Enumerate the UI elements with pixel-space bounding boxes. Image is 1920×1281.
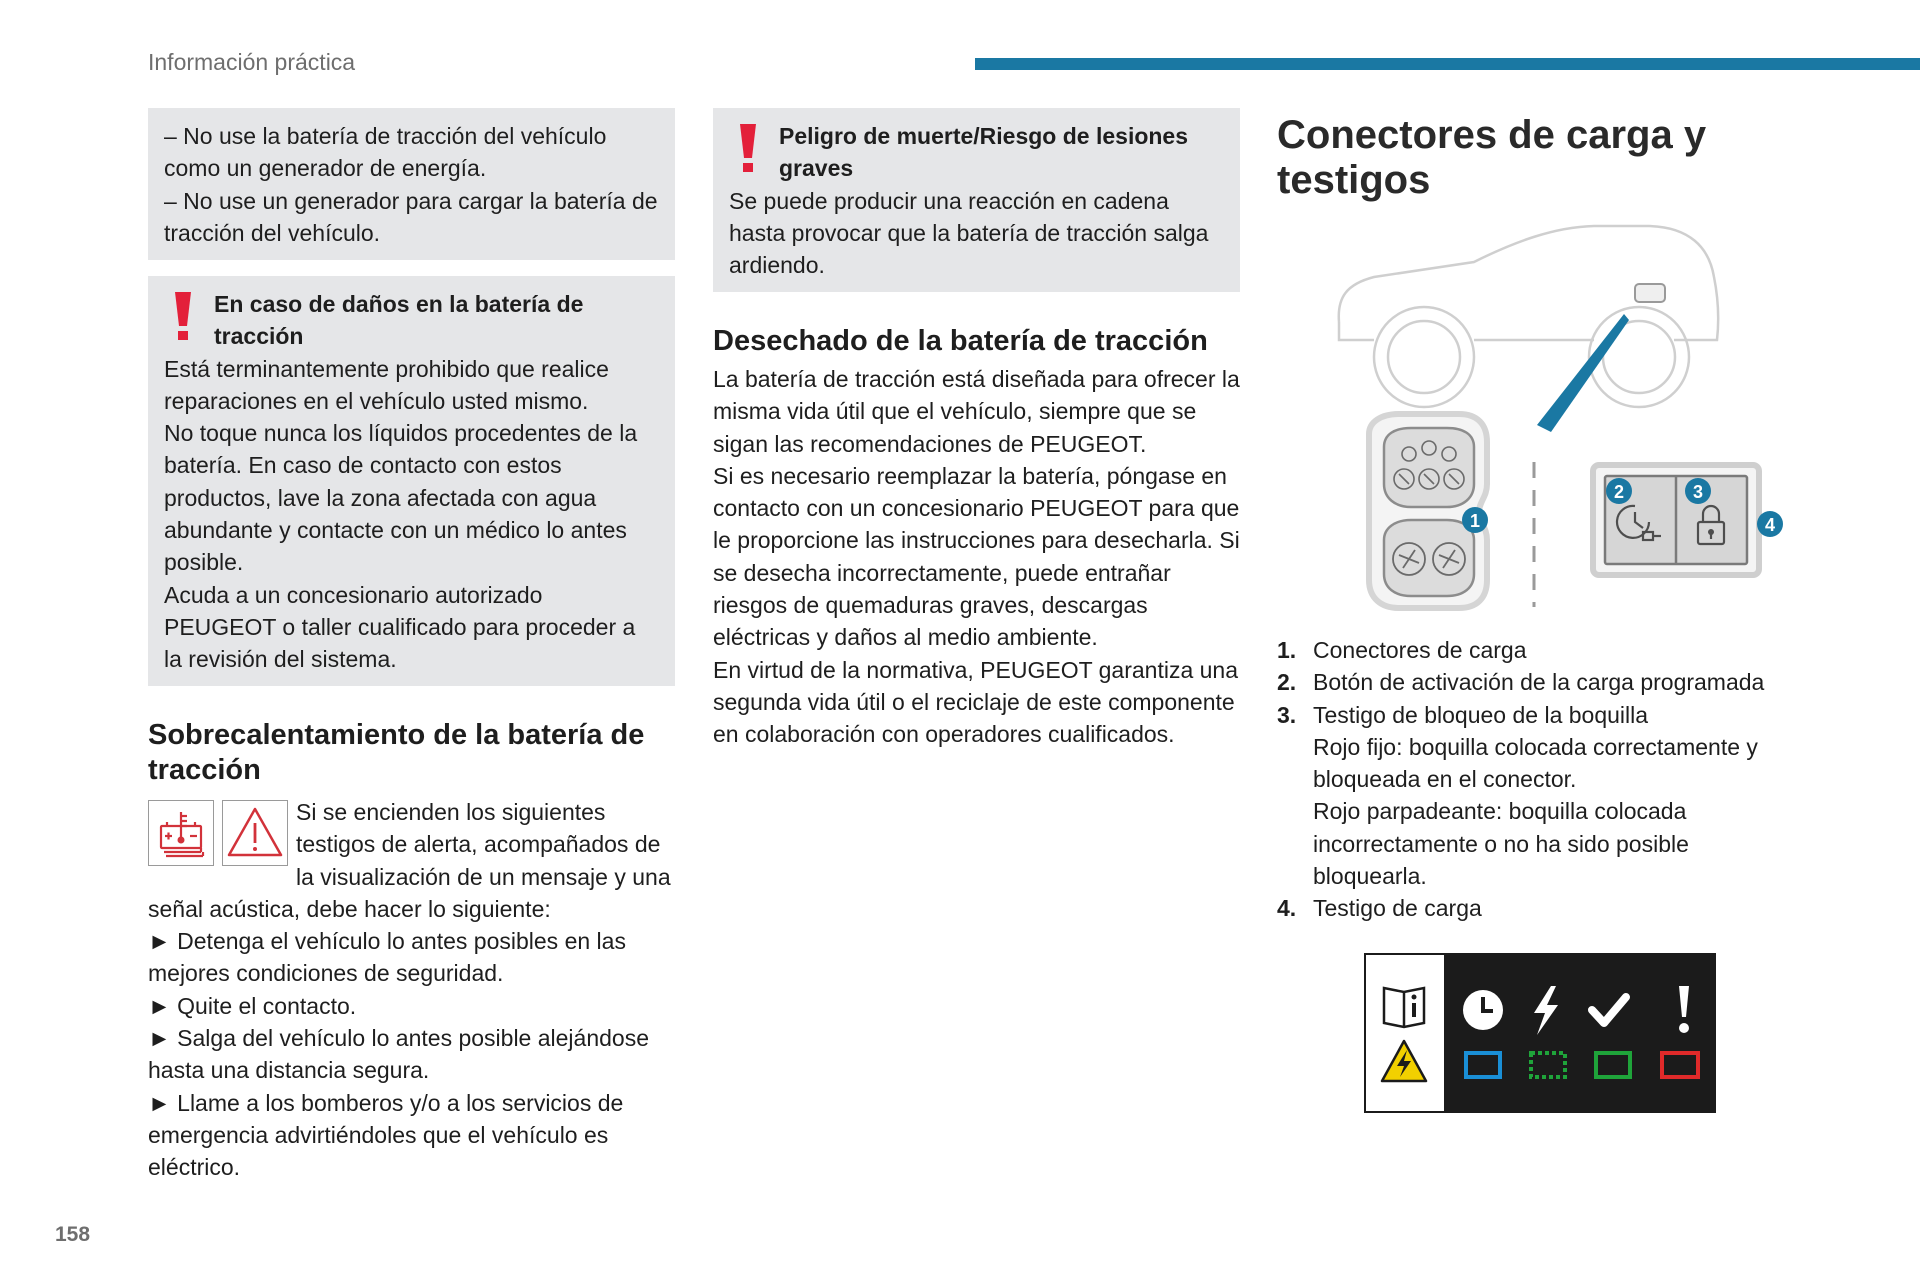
list-item: 3. Testigo de bloqueo de la boquilla Rojo fijo: boquilla colocada correctamente y bloqueada en el conector. Rojo parpadeante: boquilla colocada incorrectamente o no ha sido posible bloquearla. bbox=[1277, 699, 1807, 893]
paragraph: Está terminantemente prohibido que realice reparaciones en el vehículo usted mismo. bbox=[164, 355, 609, 414]
note-line: – No use la batería de tracción del vehículo como un generador de energía. bbox=[164, 123, 607, 182]
disposal-section bbox=[713, 324, 1240, 751]
warning-title bbox=[729, 120, 1224, 185]
paragraph: La batería de tracción está diseñada para ofrecer la misma vida útil que el vehículo, siempre que se sigan las recomendaciones de PEUGEOT. bbox=[713, 366, 1240, 457]
list-item: 2. Botón de activación de la carga programada bbox=[1277, 669, 1765, 696]
note-box bbox=[148, 108, 675, 260]
paragraph: Se puede producir una reacción en cadena hasta provocar que la batería de tracción salga ardiendo. bbox=[729, 187, 1209, 279]
step-item: ► Salga del vehículo lo antes posible alejándose hasta una distancia segura. bbox=[148, 1025, 649, 1084]
callout-label: 4 bbox=[1764, 515, 1776, 535]
battery-temperature-icon bbox=[148, 800, 214, 866]
warning-box-danger bbox=[713, 108, 1240, 292]
paragraph: Acuda a un concesionario autorizado PEUGEOT o taller cualificado para proceder a la revisión del sistema. bbox=[164, 581, 636, 673]
paragraph: No toque nunca los líquidos procedentes de la batería. En caso de contacto con estos productos, lave la zona afectada con agua abundante y contacte con un médico lo antes posible. bbox=[164, 420, 638, 576]
list-subitem: Rojo fijo: boquilla colocada correctamente y bloqueada en el conector. bbox=[1313, 733, 1758, 793]
warning-title-text: En caso de daños en la batería de tracción bbox=[214, 291, 584, 350]
charging-connector-diagram bbox=[1329, 222, 1799, 617]
list-subitem: Rojo parpadeante: boquilla colocada incorrectamente o no ha sido posible bloquearla. bbox=[1313, 798, 1689, 890]
list-item: 4. Testigo de carga bbox=[1277, 895, 1482, 922]
clock-icon bbox=[1463, 990, 1503, 1030]
exclamation-icon bbox=[172, 292, 194, 342]
section-intro: Si se encienden los siguientes testigos de alerta, acompañados de la visualización de un mensaje y una señal acústica, debe hacer lo siguiente: bbox=[148, 799, 671, 922]
warning-triangle-icon bbox=[222, 800, 288, 866]
legend-list bbox=[1277, 634, 1807, 925]
paragraph: Si es necesario reemplazar la batería, póngase en contacto con un concesionario PEUGEOT para que le proporcione las instrucciones para desecharla. Si se desecha incorrectamente, puede entrañar riesgos de quemaduras graves, descargas eléctricas y daños al medio ambiente. bbox=[713, 462, 1240, 651]
note-line: – No use un generador para cargar la batería de tracción del vehículo. bbox=[164, 187, 658, 246]
warning-title-text: Peligro de muerte/Riesgo de lesiones graves bbox=[779, 123, 1189, 182]
warning-box-damage bbox=[148, 276, 675, 686]
step-item: ► Detenga el vehículo lo antes posibles en las mejores condiciones de seguridad. bbox=[148, 928, 626, 987]
paragraph: En virtud de la normativa, PEUGEOT garantiza una segunda vida útil o el reciclaje de este componente en colaboración con operadores cualificados. bbox=[713, 656, 1239, 748]
header-accent-bar bbox=[975, 58, 1920, 70]
overheating-section bbox=[148, 718, 675, 1184]
exclamation-icon bbox=[737, 124, 759, 174]
warning-lamps bbox=[148, 800, 288, 866]
page-title: Conectores de carga y testigos bbox=[1277, 113, 1707, 202]
callout-label: 3 bbox=[1692, 482, 1704, 502]
section-title: Sobrecalentamiento de la batería de tracción bbox=[148, 719, 645, 786]
step-item: ► Llame a los bomberos y/o a los servicios de emergencia advirtiéndoles que el vehículo es eléctrico. bbox=[148, 1089, 624, 1181]
page-number: 158 bbox=[55, 1223, 91, 1246]
callout-label: 2 bbox=[1613, 482, 1625, 502]
callout-label: 1 bbox=[1469, 511, 1481, 531]
section-title: Desechado de la batería de tracción bbox=[713, 325, 1208, 357]
list-item: 1. Conectores de carga bbox=[1277, 637, 1527, 663]
page-section-header: Información práctica bbox=[148, 49, 356, 75]
warning-title bbox=[164, 288, 659, 353]
step-item: ► Quite el contacto. bbox=[148, 992, 357, 1019]
charge-indicator-panel bbox=[1364, 953, 1716, 1113]
